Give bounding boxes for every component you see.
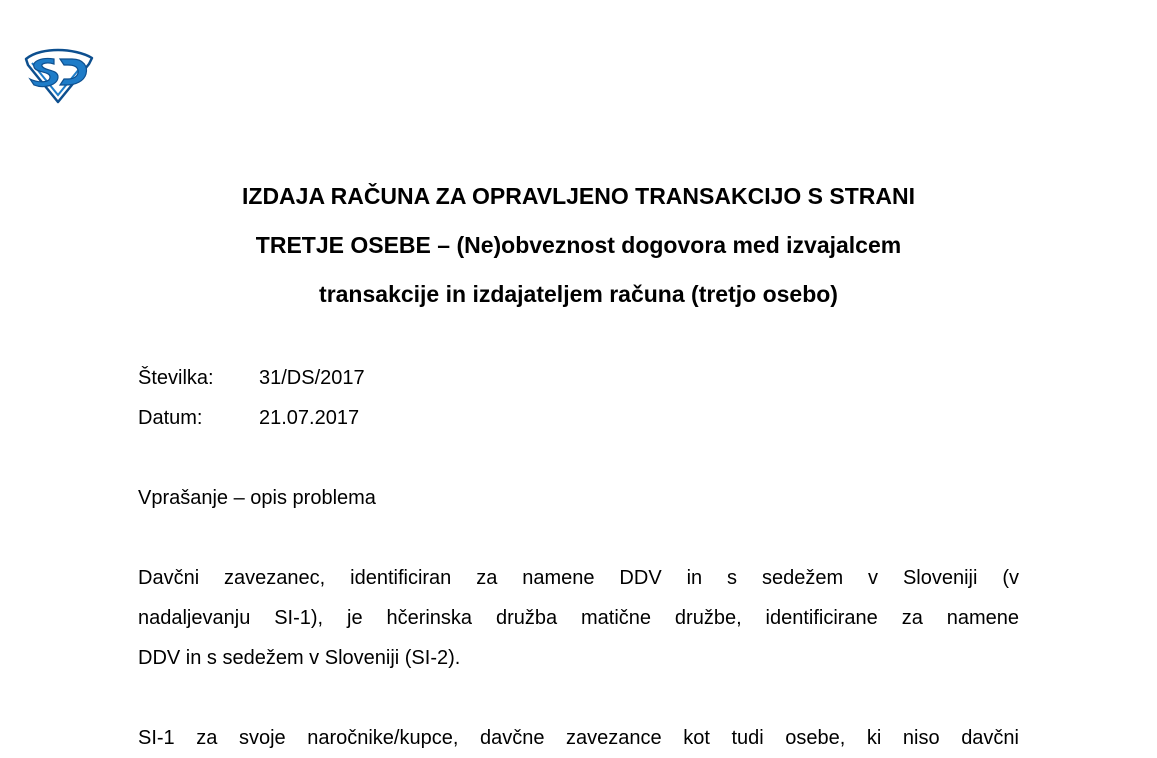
paragraph-1 bbox=[138, 558, 1019, 678]
number-label: Številka: bbox=[138, 367, 214, 389]
paragraph-1-line-3: DDV in s sedežem v Sloveniji (SI-2). bbox=[138, 647, 461, 669]
paragraph-1-line-1: Davčni zavezanec, identificiran za namene DDV in s sedežem v Sloveniji (v bbox=[138, 567, 1019, 589]
meta-number-row bbox=[138, 358, 365, 398]
document-meta bbox=[138, 358, 365, 438]
number-value: 31/DS/2017 bbox=[259, 367, 365, 389]
document-title bbox=[0, 172, 1157, 319]
paragraph-1-line-2: nadaljevanju SI-1), je hčerinska družba matične družbe, identificirane za namene bbox=[138, 607, 1019, 629]
title-line-1: IZDAJA RAČUNA ZA OPRAVLJENO TRANSAKCIJO S STRANI bbox=[242, 183, 915, 209]
title-line-3: transakcije in izdajateljem računa (tretjo osebo) bbox=[319, 281, 838, 307]
meta-date-row bbox=[138, 398, 365, 438]
date-value: 21.07.2017 bbox=[259, 407, 360, 429]
logo-icon bbox=[20, 47, 96, 105]
question-heading: Vprašanje – opis problema bbox=[138, 487, 376, 509]
paragraph-2-line-1: SI-1 za svoje naročnike/kupce, davčne zavezance kot tudi osebe, ki niso davčni bbox=[138, 727, 1019, 749]
date-label: Datum: bbox=[138, 407, 203, 429]
title-line-2: TRETJE OSEBE – (Ne)obveznost dogovora med izvajalcem bbox=[255, 232, 902, 258]
paragraph-2 bbox=[138, 718, 1019, 758]
